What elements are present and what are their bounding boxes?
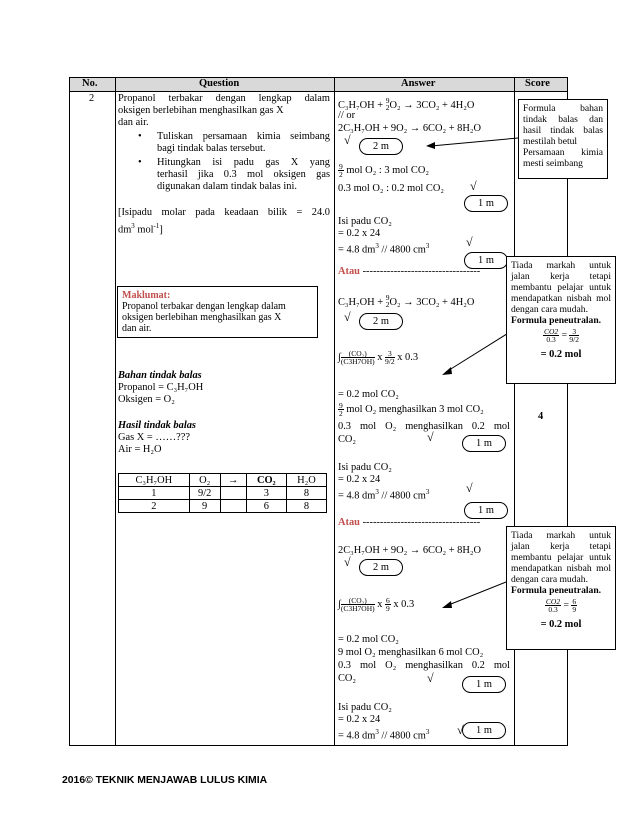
product-gas-x: Gas X = ……??? (118, 432, 190, 443)
atau-divider: Atau ---------------------------------- (338, 517, 481, 528)
volume-calc: = 0.2 x 24 (338, 474, 381, 485)
table-top-border (69, 77, 568, 78)
header-score: Score (525, 78, 550, 89)
table-cell (220, 487, 246, 500)
table-row (119, 474, 327, 487)
table-row (119, 487, 327, 500)
table-header-cell: → (220, 474, 246, 487)
header-answer: Answer (401, 78, 436, 89)
fraction-3-9-2: $\frac{3}{9/2}$ (385, 349, 395, 366)
fraction-9-2: $\frac{9}{2}$ (339, 162, 343, 179)
fraction-6-9: $\frac{6}{9}$ (572, 597, 577, 614)
maklumat-line-1: Propanol terbakar dengan lengkap dalam (122, 301, 286, 312)
header-bottom-border (69, 91, 568, 92)
molar-volume-line-a: [Isipadu molar pada keadaan bilik = 24.0 (118, 207, 330, 218)
fraction-6-9: $\frac{6}{9}$ (386, 596, 390, 613)
ratio-line-1: $\frac{9}{2}$ mol O₂ : 3 mol CO₂ (339, 162, 429, 179)
mark-oval: 1 m (462, 722, 506, 739)
tick-icon: √ (427, 430, 434, 444)
mark-oval: 2 m (359, 138, 403, 155)
note-ratio-box-1: Tiada markah untuk jalan kerja tetapi membantu pelajar untuk mendapatkan nisbah mol dengan cara mudah. Formula peneutralan. $\frac{CO2}{0.3}$ = $\frac{3}{9/2}$ = 0.2 mol (506, 256, 616, 384)
question-line-1: Propanol terbakar dengan lengkap dalam (118, 93, 330, 104)
moles-line-2: 0.3 mol O₂ menghasilkan 0.2 mol (338, 421, 510, 432)
moles-line-1: 9 mol O₂ menghasilkan 6 mol CO₂ (338, 647, 484, 658)
moles-line-3: CO₂ (338, 434, 357, 445)
maklumat-line-2: oksigen berlebihan menghasilkan gas X (122, 312, 282, 323)
volume-calc: = 0.2 x 24 (338, 714, 381, 725)
fraction-co2-c3h7oh: $\frac{\text{(CO₂)}}{(C3H7OH)}$ (340, 596, 375, 613)
balanced-equation-half: C₃H₇OH + 9 2 O₂ → 3CO₂ + 4H₂O (338, 96, 475, 112)
col-border-left (69, 77, 70, 746)
mark-oval: 1 m (464, 195, 508, 212)
reactant-oxygen: Oksigen = O₂ (118, 394, 175, 405)
mark-oval: 1 m (464, 252, 508, 269)
table-cell: 8 (286, 487, 326, 500)
moles-line-2: 0.3 mol O₂ menghasilkan 0.2 mol (338, 660, 510, 671)
table-cell: 6 (246, 500, 286, 513)
atau-divider: Atau ---------------------------------- (338, 266, 481, 277)
bullet1-line-b: bagi tindak balas tersebut. (157, 143, 266, 154)
bullet-icon: • (138, 131, 142, 142)
bullet2-line-c: digunakan dalam tindak balas ini. (157, 181, 297, 192)
tick-icon: √ (466, 235, 473, 249)
note-ratio-box-2: Tiada markah untuk jalan kerja tetapi membantu pelajar untuk mendapatkan nisbah mol dengan cara mudah. Formula peneutralan. $\frac{CO2}{0.3}$ = $\frac{6}{9}$ = 0.2 mol (506, 526, 616, 650)
volume-result: = 4.8 $dm^3 // 4800$ $cm^3$ (338, 728, 430, 742)
tick-icon: √ (344, 133, 351, 147)
arrow-icon (425, 135, 520, 150)
fraction-9-2: $\frac{9}{2}$ (339, 401, 343, 418)
ratio-line-2: 0.3 mol O₂ : 0.2 mol CO₂ (338, 183, 444, 194)
reactant-propanol: Propanol = C₃H₇OH (118, 382, 204, 393)
volume-calc: = 0.2 x 24 (338, 228, 381, 239)
fraction-co2-c3h7oh: $\frac{\text{(CO₂)}}{(C3H7OH)}$ (340, 349, 375, 366)
table-cell: 8 (286, 500, 326, 513)
balanced-equation-half: C₃H₇OH + 9 2 O₂ → 3CO₂ + 4H₂O (338, 293, 475, 309)
mark-oval: 2 m (359, 313, 403, 330)
volume-title: Isi padu CO₂ (338, 462, 392, 473)
table-cell: 2 (119, 500, 190, 513)
note-formula-box: Formula bahan tindak balas dan hasil tindak balas mestilah betul Persamaan kimia mesti seimbang (518, 99, 608, 179)
col-border-2 (334, 77, 335, 746)
header-no: No. (82, 78, 98, 89)
ratio-calc-expression: ∫ $\frac{\text{(CO₂)}}{(C3H7OH)}$ x $\frac{3}{9/2}$ x 0.3 (338, 349, 419, 366)
moles-line-3: CO₂ (338, 673, 357, 684)
fraction-co2-0-3: $\frac{CO2}{0.3}$ (545, 597, 561, 614)
fraction-3-9-2: $\frac{3}{9/2}$ (569, 327, 579, 344)
products-heading: Hasil tindak balas (118, 420, 196, 431)
balanced-equation-whole: 2C₃H₇OH + 9O₂ → 6CO₂ + 8H₂O (338, 545, 481, 556)
molar-volume-line-b: $dm^3$ mol$^{-1}$] (118, 222, 163, 236)
moles-result: = 0.2 mol CO₂ (338, 634, 399, 645)
mark-oval: 2 m (359, 559, 403, 576)
mole-ratio-table (118, 473, 327, 513)
table-header-cell: O₂ (189, 474, 220, 487)
table-bottom-border (69, 745, 568, 746)
tick-icon: √ (457, 723, 464, 737)
question-number: 2 (89, 93, 95, 104)
product-water: Air = H₂O (118, 444, 162, 455)
mark-oval: 1 m (462, 676, 506, 693)
table-header-cell: CO₂ (246, 474, 286, 487)
mark-oval: 1 m (462, 435, 506, 452)
bullet-icon: • (138, 157, 142, 168)
header-band (69, 77, 568, 91)
tick-icon: √ (344, 555, 351, 569)
tick-icon: √ (466, 481, 473, 495)
question-line-2: oksigen berlebihan menghasilkan gas X (118, 105, 284, 116)
table-cell: 1 (119, 487, 190, 500)
table-cell (220, 500, 246, 513)
moles-result: = 0.2 mol CO₂ (338, 389, 399, 400)
tick-icon: √ (427, 671, 434, 685)
fraction-9-2: 9 2 (385, 293, 390, 309)
volume-title: Isi padu CO₂ (338, 702, 392, 713)
tick-icon: √ (470, 179, 477, 193)
table-cell: 9/2 (189, 487, 220, 500)
fraction-co2-0-3: $\frac{CO2}{0.3}$ (544, 327, 559, 344)
table-cell: 9 (189, 500, 220, 513)
moles-line-1: $\frac{9}{2}$ mol O₂ menghasilkan 3 mol CO₂ (339, 401, 484, 418)
header-question: Question (199, 78, 240, 89)
fraction-9-2: 9 2 (385, 96, 390, 112)
maklumat-box (117, 286, 318, 338)
reactants-heading: Bahan tindak balas (118, 370, 202, 381)
ratio-calc-expression: ∫ $\frac{\text{(CO₂)}}{(C3H7OH)}$ x $\frac{6}{9}$ x 0.3 (338, 596, 415, 613)
tick-icon: √ (344, 310, 351, 324)
maklumat-title: Maklumat: (122, 290, 171, 301)
table-header-cell: H₂O (286, 474, 326, 487)
col-border-1 (115, 77, 116, 746)
balanced-equation-whole: 2C₃H₇OH + 9O₂ → 6CO₂ + 8H₂O (338, 123, 481, 134)
volume-result: = 4.8 $dm^3 // 4800$ $cm^3$ (338, 242, 430, 256)
mark-oval: 1 m (464, 502, 508, 519)
volume-result: = 4.8 $dm^3 // 4800$ $cm^3$ (338, 488, 430, 502)
maklumat-line-3: dan air. (122, 323, 152, 334)
bullet2-line-b: terhasil jika 0.3 mol oksigen gas (157, 169, 330, 180)
table-header-cell: C₃H₇OH (119, 474, 190, 487)
bullet2-line-a: Hitungkan isi padu gas X yang (157, 157, 330, 168)
question-line-3: dan air. (118, 117, 149, 128)
page-footer: 2016© TEKNIK MENJAWAB LULUS KIMIA (62, 775, 268, 786)
bullet1-line-a: Tuliskan persamaan kimia seimbang (157, 131, 330, 142)
table-cell: 3 (246, 487, 286, 500)
table-row (119, 500, 327, 513)
volume-title: Isi padu CO₂ (338, 216, 392, 227)
or-label: // or (338, 110, 356, 121)
score-value: 4 (538, 411, 544, 422)
